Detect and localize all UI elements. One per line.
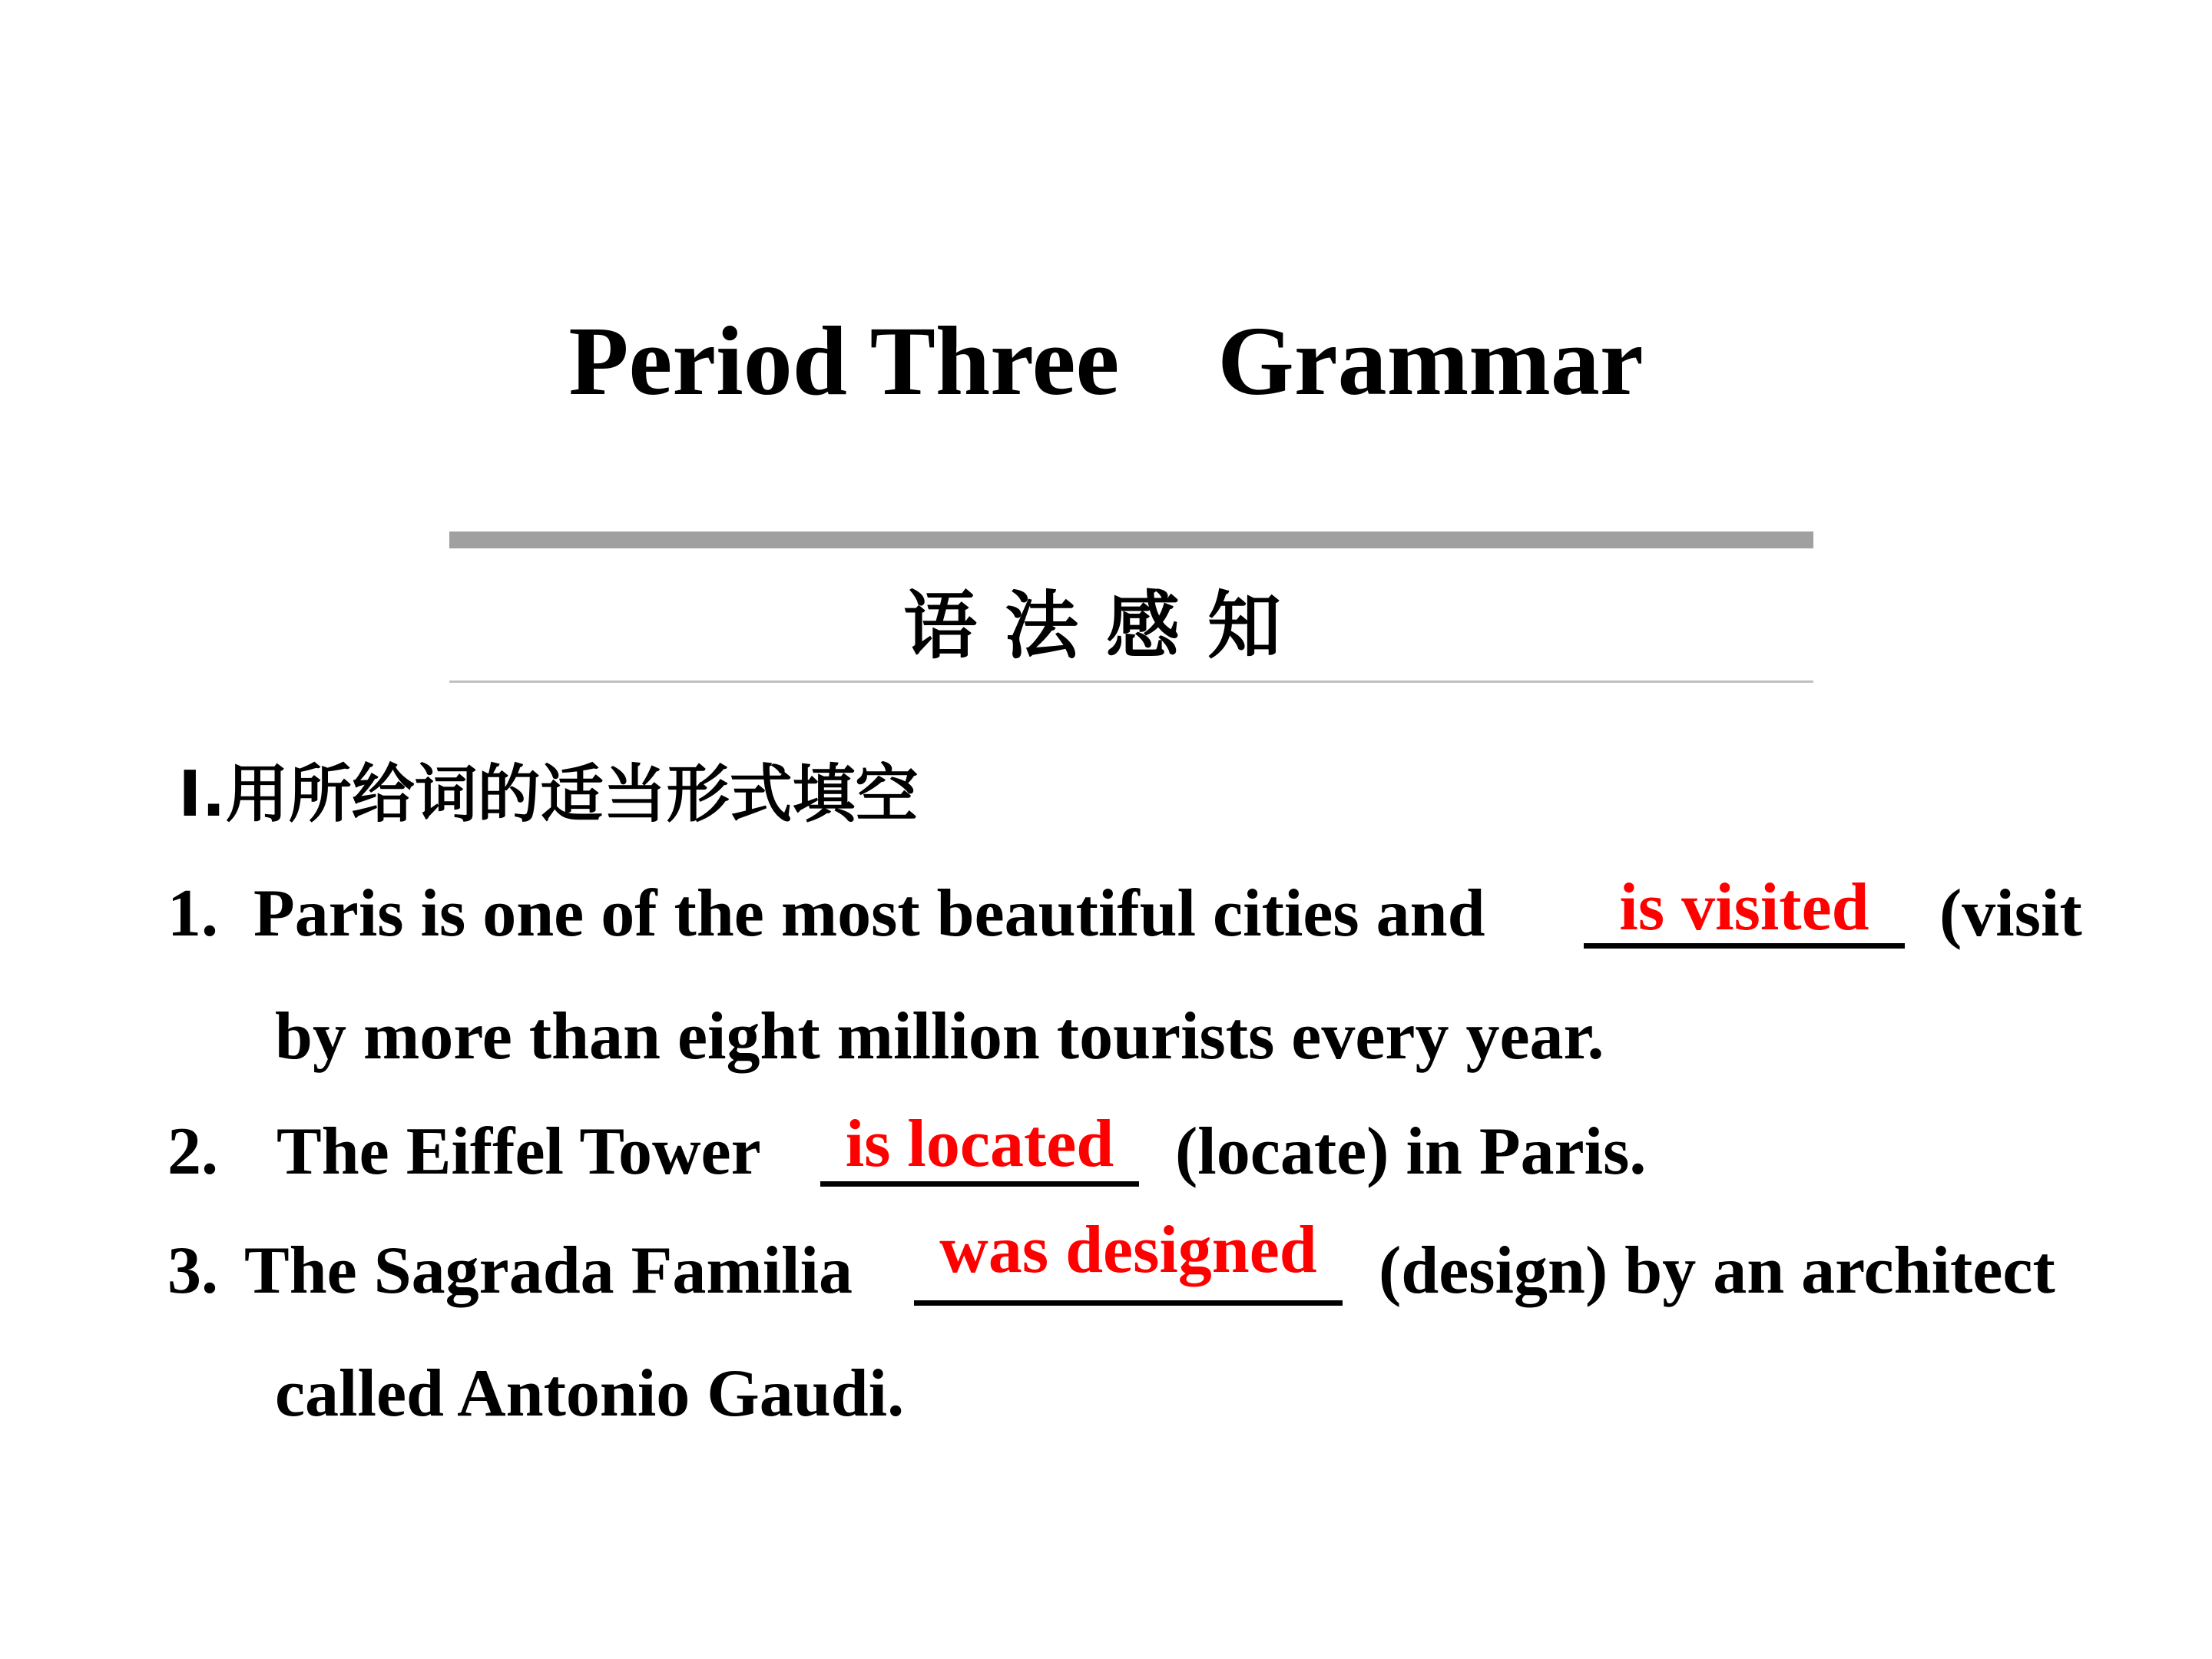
item-number: 1. [167, 876, 218, 951]
item-continuation: by more than eight million tourists every year. [275, 999, 1604, 1074]
item-text-after: (design) by an architect [1379, 1233, 2055, 1308]
section-heading: 语法感知 [903, 583, 1309, 669]
heading-divider-bottom [449, 680, 1813, 683]
item-text-before: Paris is one of the most beautiful cities and [253, 876, 1485, 951]
heading-divider-top [449, 531, 1813, 548]
answer-blank [914, 1300, 1343, 1306]
item-continuation: called Antonio Gaudi. [275, 1356, 905, 1431]
answer-text: is located [845, 1107, 1114, 1181]
exercise-instruction: Ⅰ.用所给词的适当形式填空 [178, 758, 919, 831]
item-text-after: (locate) in Paris. [1175, 1114, 1647, 1189]
answer-text: was designed [939, 1213, 1317, 1287]
item-text-before: The Eiffel Tower [276, 1114, 761, 1189]
page-title: Period Three Grammar [568, 306, 1644, 416]
item-number: 2. [167, 1114, 218, 1189]
item-text-before: The Sagrada Familia [244, 1233, 853, 1308]
answer-text: is visited [1619, 870, 1869, 945]
item-number: 3. [167, 1233, 218, 1308]
item-text-after: (visit [1939, 876, 2082, 951]
